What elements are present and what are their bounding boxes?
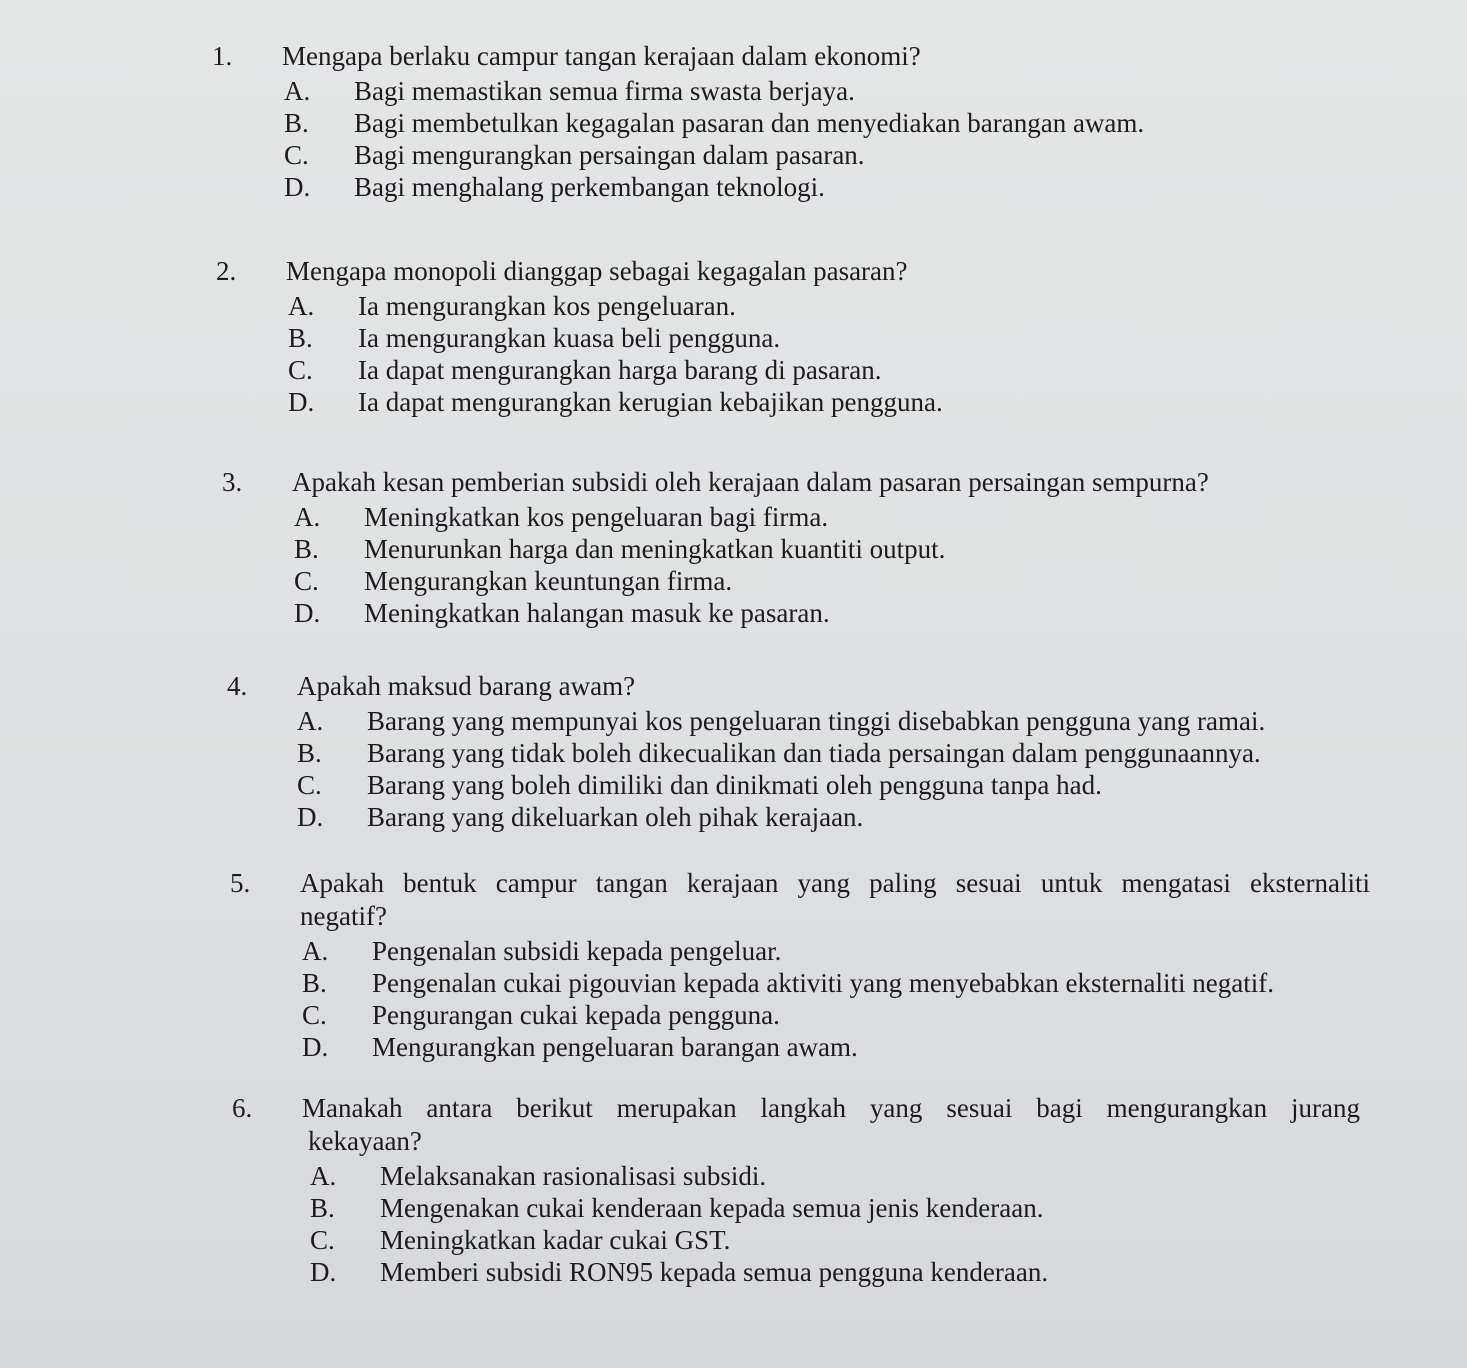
option-text: Melaksanakan rasionalisasi subsidi.: [380, 1161, 767, 1191]
option-d: [284, 171, 1032, 203]
option-c: [288, 354, 1016, 386]
option-b: [284, 107, 1145, 139]
option-a: [297, 705, 1357, 737]
option-a: [302, 935, 1370, 967]
option-d: [310, 1256, 1360, 1288]
option-text: Barang yang dikeluarkan oleh pihak kerajaan.: [367, 802, 864, 832]
option-label: D.: [288, 387, 315, 417]
option-label: A.: [288, 291, 315, 321]
question-4: [227, 670, 1357, 833]
option-c: [294, 565, 1322, 597]
option-c: [310, 1224, 1360, 1256]
option-c: [302, 999, 1370, 1031]
option-text: Meningkatkan kadar cukai GST.: [380, 1225, 731, 1255]
option-d: [294, 597, 1322, 629]
question-stem: [227, 670, 1357, 703]
option-label: A.: [284, 76, 311, 106]
option-text: Bagi membetulkan kegagalan pasaran dan menyediakan barangan awam.: [354, 108, 1145, 138]
option-a: [294, 501, 1322, 533]
option-text: Barang yang mempunyai kos pengeluaran tinggi disebabkan pengguna yang ramai.: [367, 706, 1266, 736]
question-text: Mengapa monopoli dianggap sebagai kegagalan pasaran?: [286, 256, 908, 286]
option-label: B.: [288, 323, 313, 353]
option-label: C.: [284, 140, 309, 170]
option-text: Ia dapat mengurangkan harga barang di pasaran.: [358, 355, 882, 385]
option-text: Ia dapat mengurangkan kerugian kebajikan pengguna.: [358, 387, 943, 417]
question-stem: [216, 255, 1016, 288]
question-text: Manakah antara berikut merupakan langkah yang sesuai bagi mengurangkan jurang: [302, 1093, 1360, 1123]
option-label: A.: [297, 706, 324, 736]
question-5: [230, 867, 1370, 1063]
option-b: [297, 737, 1357, 769]
option-label: D.: [310, 1257, 337, 1287]
question-text-continued: negatif?: [300, 901, 387, 931]
question-stem: [230, 867, 1370, 900]
option-label: A.: [302, 936, 329, 966]
option-label: C.: [302, 1000, 327, 1030]
question-text: Mengapa berlaku campur tangan kerajaan dalam ekonomi?: [282, 41, 921, 71]
option-text: Meningkatkan kos pengeluaran bagi firma.: [364, 502, 829, 532]
option-text: Pengenalan cukai pigouvian kepada aktiviti yang menyebabkan eksternaliti negatif.: [372, 968, 1274, 998]
question-6: [232, 1092, 1360, 1288]
option-label: C.: [294, 566, 319, 596]
option-label: B.: [297, 738, 322, 768]
option-text: Menurunkan harga dan meningkatkan kuantiti output.: [364, 534, 946, 564]
option-label: B.: [302, 968, 327, 998]
question-stem: [222, 466, 1322, 499]
option-label: B.: [284, 108, 309, 138]
option-text: Ia mengurangkan kos pengeluaran.: [358, 291, 736, 321]
option-text: Ia mengurangkan kuasa beli pengguna.: [358, 323, 781, 353]
option-text: Memberi subsidi RON95 kepada semua pengguna kenderaan.: [380, 1257, 1049, 1287]
question-number: 1.: [212, 41, 233, 71]
option-text: Bagi memastikan semua firma swasta berjaya.: [354, 76, 855, 106]
option-d: [288, 386, 1016, 418]
option-b: [294, 533, 1322, 565]
option-d: [297, 801, 1357, 833]
question-text: Apakah bentuk campur tangan kerajaan yang paling sesuai untuk mengatasi eksternaliti: [300, 868, 1370, 898]
option-a: [284, 75, 1032, 107]
option-label: A.: [294, 502, 321, 532]
option-text: Barang yang tidak boleh dikecualikan dan tiada persaingan dalam penggunaannya.: [367, 738, 1261, 768]
option-text: Mengurangkan keuntungan firma.: [364, 566, 733, 596]
option-c: [284, 139, 1032, 171]
option-label: D.: [302, 1032, 329, 1062]
option-a: [310, 1160, 1360, 1192]
question-number: 4.: [227, 671, 248, 701]
option-label: B.: [310, 1193, 335, 1223]
option-label: A.: [310, 1161, 337, 1191]
option-b: [302, 967, 1370, 999]
option-label: D.: [284, 172, 311, 202]
option-text: Pengurangan cukai kepada pengguna.: [372, 1000, 780, 1030]
question-number: 3.: [222, 467, 243, 497]
option-b: [310, 1192, 1360, 1224]
option-b: [288, 322, 1016, 354]
question-number: 2.: [216, 256, 237, 286]
option-text: Meningkatkan halangan masuk ke pasaran.: [364, 598, 830, 628]
option-a: [288, 290, 1016, 322]
question-stem: [232, 1092, 1360, 1125]
option-label: C.: [297, 770, 322, 800]
option-d: [302, 1031, 1370, 1063]
question-text: Apakah kesan pemberian subsidi oleh kerajaan dalam pasaran persaingan sempurna?: [292, 467, 1209, 497]
option-text: Mengurangkan pengeluaran barangan awam.: [372, 1032, 858, 1062]
question-2: [216, 255, 1016, 418]
option-text: Barang yang boleh dimiliki dan dinikmati oleh pengguna tanpa had.: [367, 770, 1102, 800]
question-text-continued: kekayaan?: [308, 1126, 422, 1156]
question-number: 5.: [230, 868, 251, 898]
option-text: Bagi mengurangkan persaingan dalam pasaran.: [354, 140, 865, 170]
option-label: D.: [297, 802, 324, 832]
option-label: B.: [294, 534, 319, 564]
option-text: Pengenalan subsidi kepada pengeluar.: [372, 936, 782, 966]
option-label: D.: [294, 598, 321, 628]
question-text: Apakah maksud barang awam?: [297, 671, 636, 701]
question-3: [222, 466, 1322, 629]
option-c: [297, 769, 1357, 801]
option-label: C.: [288, 355, 313, 385]
option-text: Mengenakan cukai kenderaan kepada semua jenis kenderaan.: [380, 1193, 1044, 1223]
option-label: C.: [310, 1225, 335, 1255]
question-1: [212, 40, 1145, 203]
option-text: Bagi menghalang perkembangan teknologi.: [354, 172, 825, 202]
question-number: 6.: [232, 1093, 253, 1123]
question-stem: [212, 40, 1032, 73]
